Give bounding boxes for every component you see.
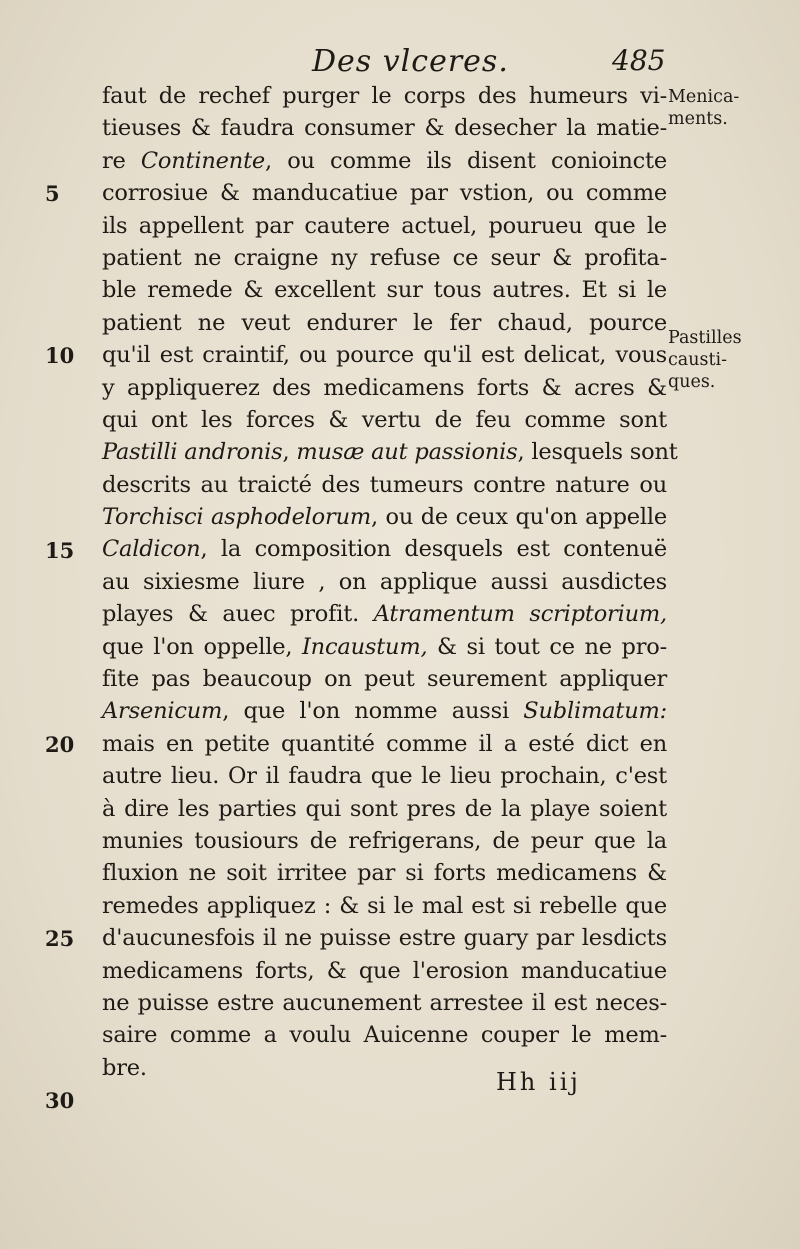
text-line (102, 533, 667, 565)
marginal-note-line: Menica- (668, 87, 740, 107)
marginal-note-line: ques. (668, 372, 716, 393)
text-segment: , la composition desquels est contenuë (200, 536, 667, 563)
text-segment: ils appellent par cautere actuel, pourueu que le (102, 212, 667, 239)
text-segment: bre. (102, 1054, 147, 1081)
line-number: 15 (45, 537, 75, 563)
text-segment: à dire les parties qui sont pres de la playe soient (102, 795, 667, 822)
text-line (102, 177, 667, 209)
text-line (102, 922, 667, 954)
text-segment: re (102, 147, 141, 174)
text-segment: d'aucunesfois il ne puisse estre guary par lesdicts (102, 925, 667, 952)
italic-term: Incaustum, (301, 633, 428, 660)
text-segment: saire comme a voulu Auicenne couper le mem- (102, 1022, 667, 1049)
text-line (102, 566, 667, 598)
text-segment: playes & auec profit. (102, 601, 374, 628)
text-line (102, 857, 667, 889)
text-line (102, 112, 667, 144)
text-segment: medicamens forts, & que l'erosion manducatiue (102, 957, 667, 984)
text-segment: , ou de ceux qu'on appelle (371, 504, 668, 531)
marginal-note-line: ments. (668, 109, 728, 129)
text-line (102, 145, 667, 177)
text-line (102, 80, 667, 112)
text-line (102, 372, 667, 404)
text-line (102, 890, 667, 922)
text-line (102, 404, 667, 436)
text-line (102, 663, 667, 695)
italic-term: Arsenicum (102, 698, 223, 725)
line-number: 10 (45, 343, 75, 369)
text-segment: , (282, 439, 297, 466)
marginal-note-line: causti- (668, 350, 728, 371)
italic-term: Pastilli andronis (102, 439, 283, 466)
text-segment: que l'on oppelle, (102, 633, 302, 660)
text-segment: faut de rechef purger le corps des humeurs vi- (102, 83, 667, 109)
text-line (102, 825, 667, 857)
text-segment: , ou comme ils disent conioincte (265, 147, 667, 174)
italic-term: Sublimatum: (523, 698, 667, 725)
text-segment: au sixiesme liure , on applique aussi ausdictes (102, 568, 667, 595)
italic-term: Continente (140, 147, 266, 174)
text-line (102, 760, 667, 792)
text-line (102, 339, 667, 371)
page-header (0, 44, 800, 84)
running-title: Des vlceres. (312, 44, 509, 79)
text-line (102, 210, 667, 242)
text-segment: corrosiue & manducatiue par vstion, ou comme (102, 180, 667, 207)
text-segment: munies tousiours de refrigerans, de peur que la (102, 827, 667, 854)
line-number: 30 (45, 1088, 75, 1114)
page-number: 485 (612, 44, 666, 77)
body-text (102, 80, 678, 1084)
text-segment: ne puisse estre aucunement arrestee il est neces- (102, 989, 667, 1016)
text-segment: patient ne craigne ny refuse ce seur & profita- (102, 244, 667, 271)
text-segment: descrits au traicté des tumeurs contre nature ou (102, 471, 667, 498)
text-segment: autre lieu. Or il faudra que le lieu prochain, c'est (102, 763, 667, 790)
italic-term: Atramentum scriptorium, (373, 601, 667, 628)
text-line (102, 1019, 667, 1051)
text-segment: fite pas beaucoup on peut seurement appliquer (102, 666, 667, 693)
marginal-note (668, 327, 742, 393)
text-line (102, 987, 667, 1019)
line-number: 25 (45, 926, 75, 952)
text-segment: fluxion ne soit irritee par si forts medicamens & (102, 860, 667, 887)
line-number: 5 (45, 181, 60, 207)
text-segment: qu'il est craintif, ou pource qu'il est delicat, vous (102, 342, 667, 369)
text-segment: patient ne veut endurer le fer chaud, pource (102, 309, 667, 336)
text-line (102, 242, 667, 274)
line-number: 20 (45, 732, 75, 757)
text-line (102, 274, 667, 306)
text-segment: , lesquels sont (517, 439, 678, 466)
italic-term: Torchisci asphodelorum (102, 504, 372, 531)
text-line (102, 436, 678, 468)
text-line (102, 728, 667, 760)
text-segment: remedes appliquez : & si le mal est si rebelle que (102, 892, 667, 919)
text-segment: & si tout ce ne pro- (427, 633, 667, 660)
text-segment: tieuses & faudra consumer & desecher la matie- (102, 115, 667, 142)
marginal-note-line: Pastilles (668, 328, 742, 349)
text-line (102, 501, 667, 533)
signature-mark: Hh iij (496, 1068, 581, 1096)
text-line (102, 307, 667, 339)
text-segment: ble remede & excellent sur tous autres. Et si le (102, 277, 667, 304)
italic-term: musæ aut passionis (296, 439, 518, 466)
text-line (102, 631, 667, 663)
text-segment: y appliquerez des medicamens forts & acres & (102, 374, 667, 401)
text-segment: , que l'on nomme aussi (222, 698, 524, 725)
text-segment: mais en petite quantité comme il a esté dict en (102, 730, 667, 757)
italic-term: Caldicon (102, 536, 201, 563)
marginal-note (668, 86, 739, 130)
text-line (102, 598, 667, 630)
text-line (102, 695, 667, 727)
text-line (102, 955, 667, 987)
text-segment: qui ont les forces & vertu de feu comme sont (102, 406, 667, 433)
text-line (102, 793, 667, 825)
text-line (102, 1052, 667, 1084)
text-line (102, 469, 667, 501)
